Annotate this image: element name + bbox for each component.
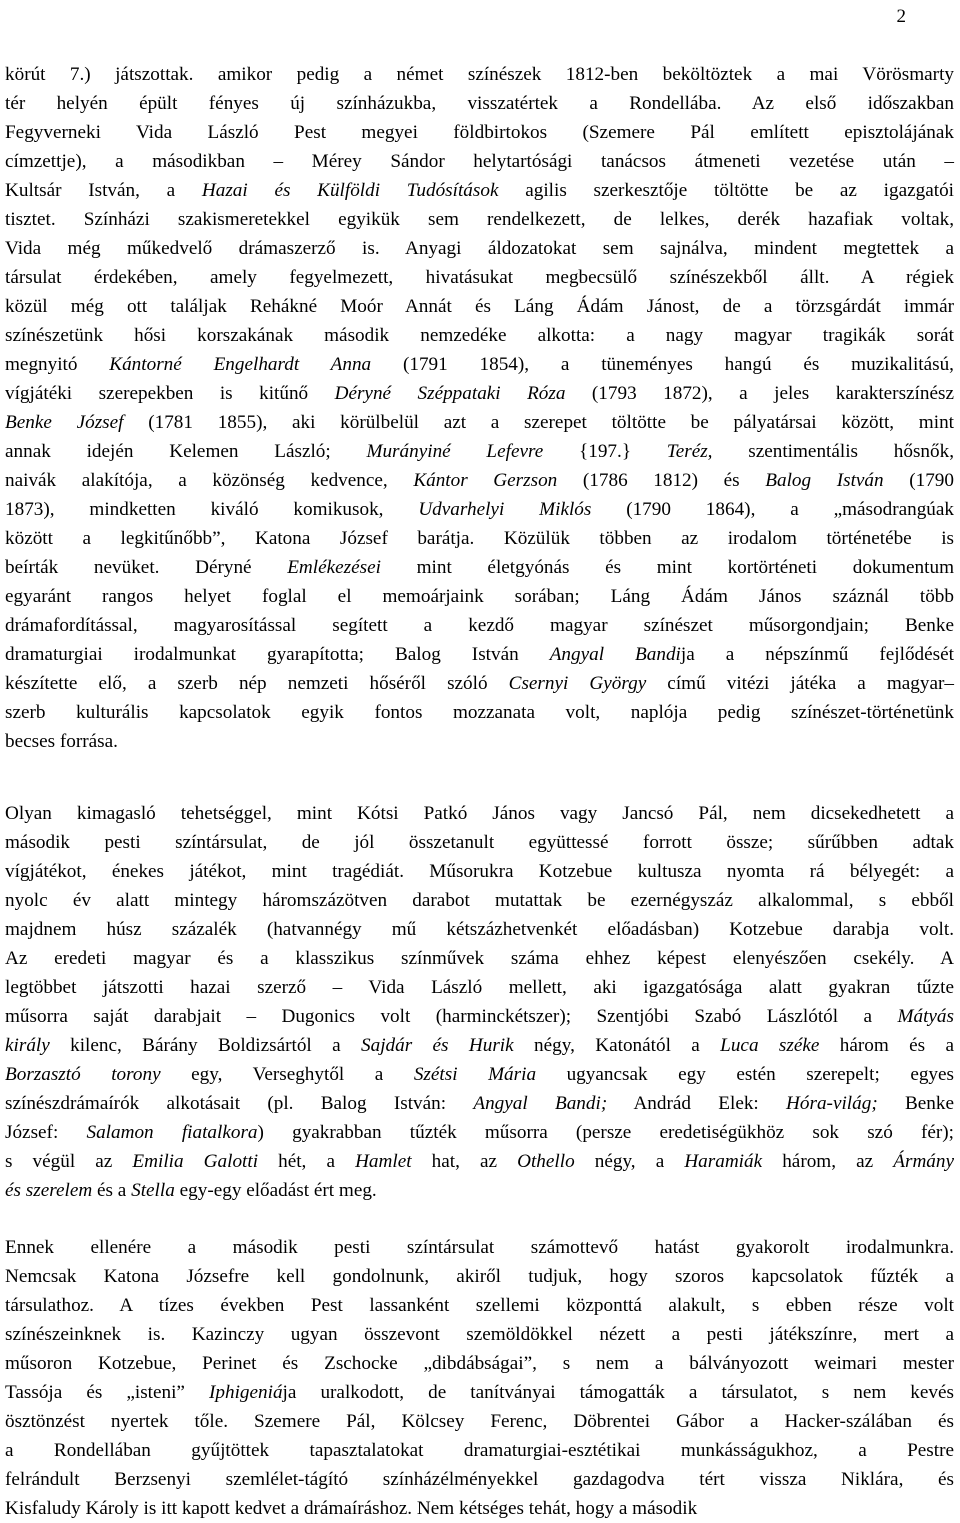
text-run: Kisfaludy Károly is itt kapott kedvet a drámaíráshoz. Nem kétséges tehát, hogy a második [5, 1498, 698, 1519]
text-line [5, 1291, 954, 1320]
text-run: s végül az [5, 1151, 133, 1172]
text-line [5, 698, 954, 727]
italic-title-run: Udvarhelyi Miklós [418, 499, 592, 520]
text-run: négy, Katonától a [513, 1035, 721, 1056]
italic-title-run: Iphigeniá [209, 1382, 283, 1403]
text-line [5, 582, 954, 611]
text-line [5, 234, 954, 263]
text-run: kilenc, Bárány Boldizsártól a [49, 1035, 361, 1056]
text-line [5, 1494, 954, 1523]
text-run: hét, a [258, 1151, 356, 1172]
text-run: ösztönzést nyertek tőle. Szemere Pál, Kölcsey Ferenc, Döbrentei Gábor a Hacker-szálában és [5, 1411, 954, 1432]
text-line [5, 321, 954, 350]
italic-title-run: Szétsi Mária [413, 1064, 537, 1085]
text-run: megnyitó [5, 354, 110, 375]
italic-title-run: Mátyás [897, 1006, 954, 1027]
text-run: mint életgyónás és mint kortörténeti dokumentum [380, 557, 954, 578]
text-run: nyolc év alatt mintegy háromszázötven darabot mutattak be ezernégyszáz alkalommal, s ebből [5, 890, 954, 911]
italic-title-run: Kántorné Engelhardt Anna [109, 354, 372, 375]
text-run: Olyan kimagasló tehetséggel, mint Kótsi Patkó János vagy Jancsó Pál, nem dicsekedhetett a [5, 803, 954, 824]
italic-title-run: Hamlet [355, 1151, 412, 1172]
text-run: színészeinknek is. Kazinczy ugyan összevont szemöldökkel nézett a pesti játékszínre, mert a [5, 1324, 954, 1345]
italic-title-run: Csernyi György [508, 673, 647, 694]
text-run: a Rondellában gyűjtöttek tapasztalatokat dramaturgiai-esztétikai munkásságukhoz, a Pestre [5, 1440, 954, 1461]
text-line [5, 379, 954, 408]
text-run: színészdrámaírók alkotásait (pl. Balog István: [5, 1093, 474, 1114]
text-line [5, 1118, 954, 1147]
italic-title-run: Borzasztó torony [5, 1064, 161, 1085]
text-run: majdnem húsz százalék (hatvannégy mű kétszázhetvenkét előadásban) Kotzebue darabja volt. [5, 919, 954, 940]
text-run: Tassója és „isteni” [5, 1382, 209, 1403]
text-line [5, 640, 954, 669]
text-line [5, 205, 954, 234]
text-line [5, 292, 954, 321]
text-run: készítette elő, a szerb nép nemzeti hőséről szóló [5, 673, 509, 694]
text-run: Andrád Elek: [607, 1093, 787, 1114]
paragraph [5, 799, 954, 1205]
text-run: között a legkitűnőbb”, Katona József barátja. Közülük többen az irodalom történetébe is [5, 528, 954, 549]
italic-title-run: Déryné Széppataki Róza [334, 383, 566, 404]
text-run: és a [92, 1180, 132, 1201]
text-run: beírták nevüket. Déryné [5, 557, 288, 578]
text-line [5, 1349, 954, 1378]
text-line [5, 495, 954, 524]
italic-title-run: Othello [517, 1151, 575, 1172]
text-run: című vitézi játéka a magyar– [646, 673, 954, 694]
italic-title-run: Angyal Bandi [549, 644, 681, 665]
text-run: szentimentális hősnők, [712, 441, 955, 462]
text-line [5, 1089, 954, 1118]
text-run: vígjátéki szerepekben is kitűnő [5, 383, 335, 404]
text-run: három, az [762, 1151, 894, 1172]
text-run: (1781 1855), aki körülbelül azt a szerepet töltötte be pályatársai között, mint [123, 412, 954, 433]
text-run: szerb kulturális kapcsolatok egyik fontos mozzanata volt, naplója pedig színészet-történetünk [5, 702, 954, 723]
text-run: hat, az [411, 1151, 518, 1172]
text-run: tér helyén épült fényes új színházukba, visszatértek a Rondellába. Az első időszakban [5, 93, 954, 114]
text-line [5, 1262, 954, 1291]
text-run: (1790 [883, 470, 954, 491]
text-line [5, 1465, 954, 1494]
italic-title-run: és szerelem [5, 1180, 93, 1201]
text-run: Ennek ellenére a második pesti színtársulat számottevő hatást gyakorolt irodalmunkra. [5, 1237, 954, 1258]
text-run: három és a [819, 1035, 955, 1056]
text-run: egyaránt rangos helyet foglal el memoárjaink sorában; Láng Ádám János száznál több [5, 586, 954, 607]
text-line [5, 1378, 954, 1407]
text-line [5, 1320, 954, 1349]
text-line [5, 857, 954, 886]
text-line [5, 524, 954, 553]
text-line [5, 915, 954, 944]
text-run: vígjátékot, énekes játékot, mint tragédiát. Műsorukra Kotzebue kultusza nyomta rá bélyegét: a [5, 861, 954, 882]
text-line [5, 466, 954, 495]
italic-title-run: Haramiák [684, 1151, 763, 1172]
text-run: közül még ott találjak Rehákné Moór Annát és Láng Ádám Jánost, de a törzsgárdát immár [5, 296, 954, 317]
text-line [5, 1436, 954, 1465]
text-line [5, 944, 954, 973]
text-line [5, 1002, 954, 1031]
text-run: annak idején Kelemen László; [5, 441, 367, 462]
text-line [5, 828, 954, 857]
text-run: drámafordítással, magyarosítással segített a kezdő magyar színészet műsorgondjain; Benke [5, 615, 954, 636]
text-run: ja uralkodott, de tanítványai támogatták a társulatot, s nem kevés [282, 1382, 954, 1403]
text-line [5, 437, 954, 466]
text-line [5, 408, 954, 437]
italic-title-run: Benke József [5, 412, 124, 433]
italic-title-run: Murányiné Lefevre [366, 441, 544, 462]
italic-title-run: Emilia Galotti [132, 1151, 259, 1172]
italic-title-run: Stella [131, 1180, 175, 1201]
text-line [5, 1031, 954, 1060]
italic-title-run: Teréz, [666, 441, 713, 462]
text-line [5, 89, 954, 118]
italic-title-run: Sajdár és Hurik [361, 1035, 514, 1056]
text-run: {197.} [543, 441, 667, 462]
text-run: becses forrása. [5, 731, 118, 752]
text-line [5, 886, 954, 915]
text-run: társulat érdekében, amely fegyelmezett, hivatásukat megbecsülő színészekből állt. A régiek [5, 267, 954, 288]
text-line [5, 263, 954, 292]
italic-title-run: király [5, 1035, 50, 1056]
text-run: dramaturgiai irodalmunkat gyarapította; Balog István [5, 644, 550, 665]
text-line [5, 553, 954, 582]
italic-title-run: Angyal Bandi; [473, 1093, 608, 1114]
text-run: (1791 1854), a tüneményes hangú és muzikalitású, [371, 354, 954, 375]
italic-title-run: Luca széke [720, 1035, 820, 1056]
text-line [5, 611, 954, 640]
text-run: Az eredeti magyar és a klasszikus színművek száma ehhez képest elenyészően csekély. A [5, 948, 954, 969]
text-run: egy, Verseghytől a [160, 1064, 414, 1085]
page-number: 2 [896, 6, 906, 27]
italic-title-run: Hazai és Külföldi Tudósítások [201, 180, 499, 201]
text-run: négy, a [574, 1151, 685, 1172]
text-run: naivák alakítója, a közönség kedvence, [5, 470, 414, 491]
italic-title-run: Salamon fiatalkora [86, 1122, 258, 1143]
text-run: társulathoz. A tízes években Pest lassanként szellemi központtá alakult, s ebben része volt [5, 1295, 954, 1316]
italic-title-run: Kántor Gerzson [413, 470, 558, 491]
text-run: színészetünk hősi korszakának második nemzedéke alkotta: a nagy magyar tragikák sorát [5, 325, 954, 346]
text-run: tisztet. Színházi szakismeretekkel egyikük sem rendelkezett, de lelkes, derék hazafiak voltak, [5, 209, 954, 230]
text-run: műsorra saját darabjait – Dugonics volt (harminckétszer); Szentjóbi Szabó Lászlótól a [5, 1006, 898, 1027]
text-run: Nemcsak Katona Józsefre kell gondolnunk, akiről tudjuk, hogy szoros kapcsolatok fűzték a [5, 1266, 954, 1287]
text-line [5, 1060, 954, 1089]
text-line [5, 1176, 954, 1205]
text-line [5, 669, 954, 698]
text-line [5, 60, 954, 89]
text-run: felrándult Berzsenyi szemlélet-tágító színházélményekkel gazdagodva tért vissza Niklára, és [5, 1469, 954, 1490]
text-run: ) gyakrabban tűzték műsorra (persze eredetiségükhöz sok szó fér); [257, 1122, 954, 1143]
text-run: (1790 1864), a „másodrangúak [591, 499, 954, 520]
italic-title-run: Ármány [893, 1151, 954, 1172]
paragraph [5, 60, 954, 756]
text-run: agilis szerkesztője töltötte be az igazgatói [498, 180, 954, 201]
text-line [5, 1147, 954, 1176]
paragraph [5, 1233, 954, 1523]
text-run: műsoron Kotzebue, Perinet és Zschocke „dibdábságai”, s nem a bálványozott weimari mester [5, 1353, 954, 1374]
text-run: (1793 1872), a jeles karakterszínész [565, 383, 954, 404]
italic-title-run: Balog István [765, 470, 884, 491]
text-run: ugyancsak egy estén szerepelt; egyes [536, 1064, 955, 1085]
text-line [5, 176, 954, 205]
text-run: egy-egy előadást ért meg. [174, 1180, 377, 1201]
text-run: 1873), mindketten kiváló komikusok, [5, 499, 419, 520]
text-run: második pesti színtársulat, de jól összetanult együttessé forrott össze; sűrűbben adtak [5, 832, 954, 853]
text-line [5, 727, 954, 756]
text-line [5, 1407, 954, 1436]
italic-title-run: Emlékezései [287, 557, 381, 578]
text-line [5, 118, 954, 147]
text-line [5, 1233, 954, 1262]
text-run: Kultsár István, a [5, 180, 202, 201]
text-line [5, 350, 954, 379]
text-run: körút 7.) játszottak. amikor pedig a német színészek 1812-ben beköltöztek a mai Vörösmarty [5, 64, 954, 85]
text-run: (1786 1812) és [557, 470, 766, 491]
italic-title-run: Hóra-világ; [786, 1093, 878, 1114]
text-run: legtöbbet játszotti hazai szerző – Vida László mellett, aki igazgatósága alatt gyakran tűzte [5, 977, 954, 998]
text-run: címzettje), a másodikban – Mérey Sándor helytartósági tanácsos átmeneti vezetése után – [5, 151, 954, 172]
text-line [5, 147, 954, 176]
text-line [5, 799, 954, 828]
text-run: Benke [877, 1093, 955, 1114]
text-run: Fegyverneki Vida László Pest megyei földbirtokos (Szemere Pál említett episztolájának [5, 122, 954, 143]
text-run: ja a népszínmű fejlődését [680, 644, 954, 665]
text-line [5, 973, 954, 1002]
text-run: Vida még műkedvelő drámaszerző is. Anyagi áldozatokat sem sajnálva, mindent megtettek a [5, 238, 954, 259]
text-run: József: [5, 1122, 87, 1143]
